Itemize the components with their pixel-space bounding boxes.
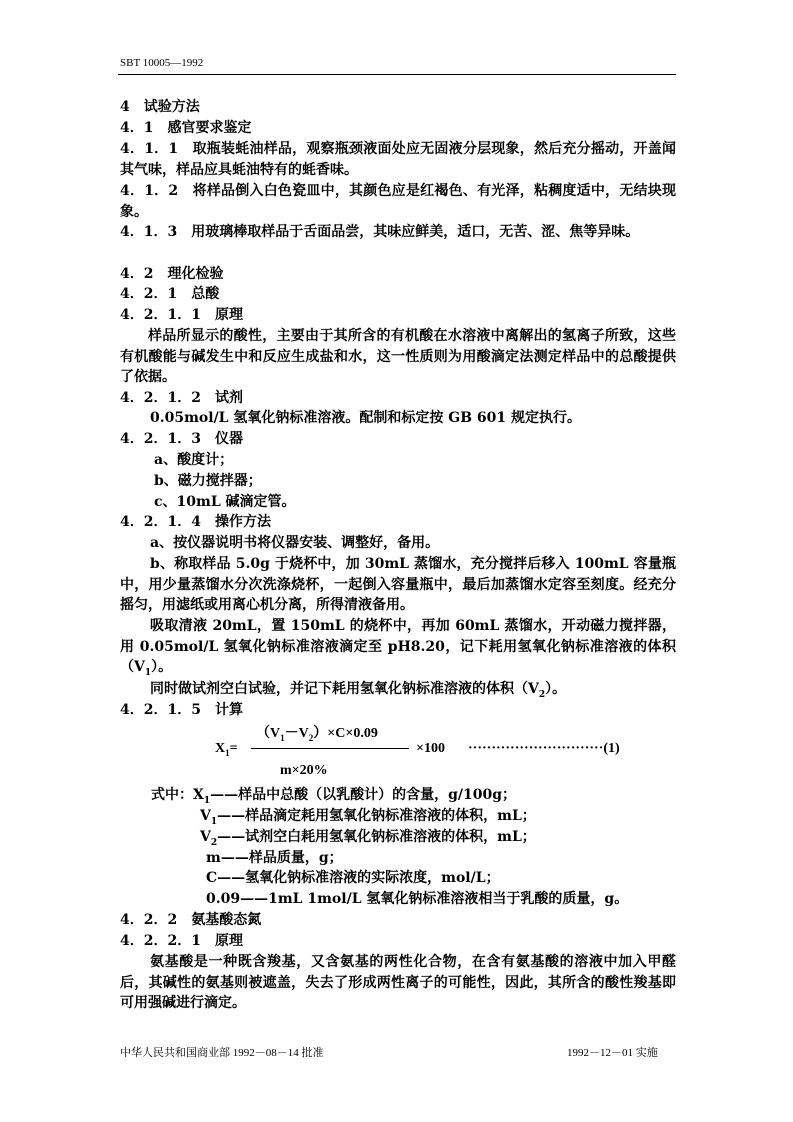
footer-implementation: 1992－12－01 实施 <box>567 1047 658 1059</box>
section-4-1-3-text: 4．1．3 用玻璃棒取样品于舌面品尝，其味应鲜美，适口，无苦、涩、焦等异味。 <box>120 224 640 240</box>
formula-multiplier: ×100 <box>416 741 445 756</box>
section-4-2-heading: 4．2 理化检验 <box>120 266 224 282</box>
section-4-2-1-5-heading: 4．2．1．5 计算 <box>120 702 243 718</box>
formula-numerator: $(V_1-V_2)\times C\times 0.09$ <box>256 726 378 743</box>
operation-step-b: b、称取样品 5.0g 于烧杯中，加 30mL 蒸馏水，充分搅拌后移入 100mL 容量瓶中，用少量蒸馏水分次洗涤烧杯，一起倒入容量瓶中，最后加蒸馏水定容至刻度。经充分摇匀，用滤纸或用离心机分离，所得清液备用。 <box>120 556 676 614</box>
section-4-2-1-1-heading: 4．2．1．1 原理 <box>120 307 243 323</box>
where-v2: $V_2——$试剂空白耗用氢氧化钠标准溶液的体积，mL； <box>200 829 536 848</box>
operation-step-a: a、按仪器说明书将仪器安装、调整好，备用。 <box>150 535 440 551</box>
principle-paragraph: 样品所显示的酸性，主要由于其所含的有机酸在水溶液中离解出的氢离子所致，这些有机酸能与碱发生中和反应生成盐和水，这一性质则为用酸滴定法测定样品中的总酸提供了依据。 <box>120 328 676 386</box>
where-c: C——氢氧化钠标准溶液的实际浓度，mol/L； <box>206 870 500 886</box>
amino-principle-paragraph: 氨基酸是一种既含羧基，又含氨基的两性化合物，在含有氨基酸的溶液中加入甲醛后，其碱性的氨基则被遮盖，失去了形成两性离子的可能性，因此，其所含的酸性羧基即可用强碱进行滴定。 <box>120 954 676 1012</box>
operation-blank-paragraph: 同时做试剂空白试验，并记下耗用氢氧化钠标准溶液的体积$(V_2)$。 <box>150 681 567 700</box>
section-4-2-1-3-heading: 4．2．1．3 仪器 <box>120 431 243 447</box>
section-4-1-1-text: 4．1．1 取瓶装蚝油样品，观察瓶颈液面处应无固液分层现象，然后充分摇动，开盖闻其气味，样品应具蚝油特有的蚝香味。 <box>120 141 676 178</box>
section-4-2-2-1-heading: 4．2．2．1 原理 <box>120 933 243 949</box>
section-4-2-2-heading: 4．2．2 氨基酸态氮 <box>120 912 262 928</box>
where-v1: $V_1——$样品滴定耗用氢氧化钠标准溶液的体积，mL； <box>200 808 536 827</box>
section-4-1-heading: 4．1 感官要求鉴定 <box>120 120 252 136</box>
operation-titration-paragraph: 吸取清液 20mL，置 150mL 的烧杯中，再加 60mL 蒸馏水，开动磁力搅拌器，用 0.05mol/L 氢氧化钠标准溶液滴定至 pH8.20，记下耗用氢氧化钠标准溶液的体积$(V_1)$。 <box>120 618 676 678</box>
section-4-2-1-heading: 4．2．1 总酸 <box>120 286 220 302</box>
header-rule <box>118 74 676 75</box>
formula-fraction-bar <box>251 748 409 749</box>
formula-equation-number: ·····························(1) <box>468 741 620 756</box>
reagent-paragraph: 0.05mol/L 氢氧化钠标准溶液。配制和标定按 GB 601 规定执行。 <box>150 410 582 426</box>
section-4-heading: 4 试验方法 <box>120 99 200 115</box>
where-m: m——样品质量，g； <box>206 850 343 866</box>
header-standard-code: SBT 10005—1992 <box>120 57 204 69</box>
section-4-2-1-4-heading: 4．2．1．4 操作方法 <box>120 514 271 530</box>
instrument-item-c: c、10mL 碱滴定管。 <box>154 494 296 510</box>
formula-denominator: m×20% <box>280 763 328 778</box>
footer-approval: 中华人民共和国商业部 1992－08－14 批准 <box>120 1047 324 1059</box>
section-4-2-1-2-heading: 4．2．1．2 试剂 <box>120 390 243 406</box>
formula-lhs: $X_1=$ <box>215 741 238 758</box>
section-4-1-2-text: 4．1．2 将样品倒入白色瓷皿中，其颜色应是红褐色、有光泽，粘稠度适中，无结块现象。 <box>120 183 676 220</box>
where-constant: 0.09——1mL 1mol/L 氢氧化钠标准溶液相当于乳酸的质量，g。 <box>206 891 629 907</box>
where-x1: 式中：$X_1——$样品中总酸（以乳酸计）的含量，g/100g； <box>151 787 517 806</box>
instrument-item-a: a、酸度计； <box>154 452 234 468</box>
instrument-item-b: b、磁力搅拌器； <box>154 473 262 489</box>
